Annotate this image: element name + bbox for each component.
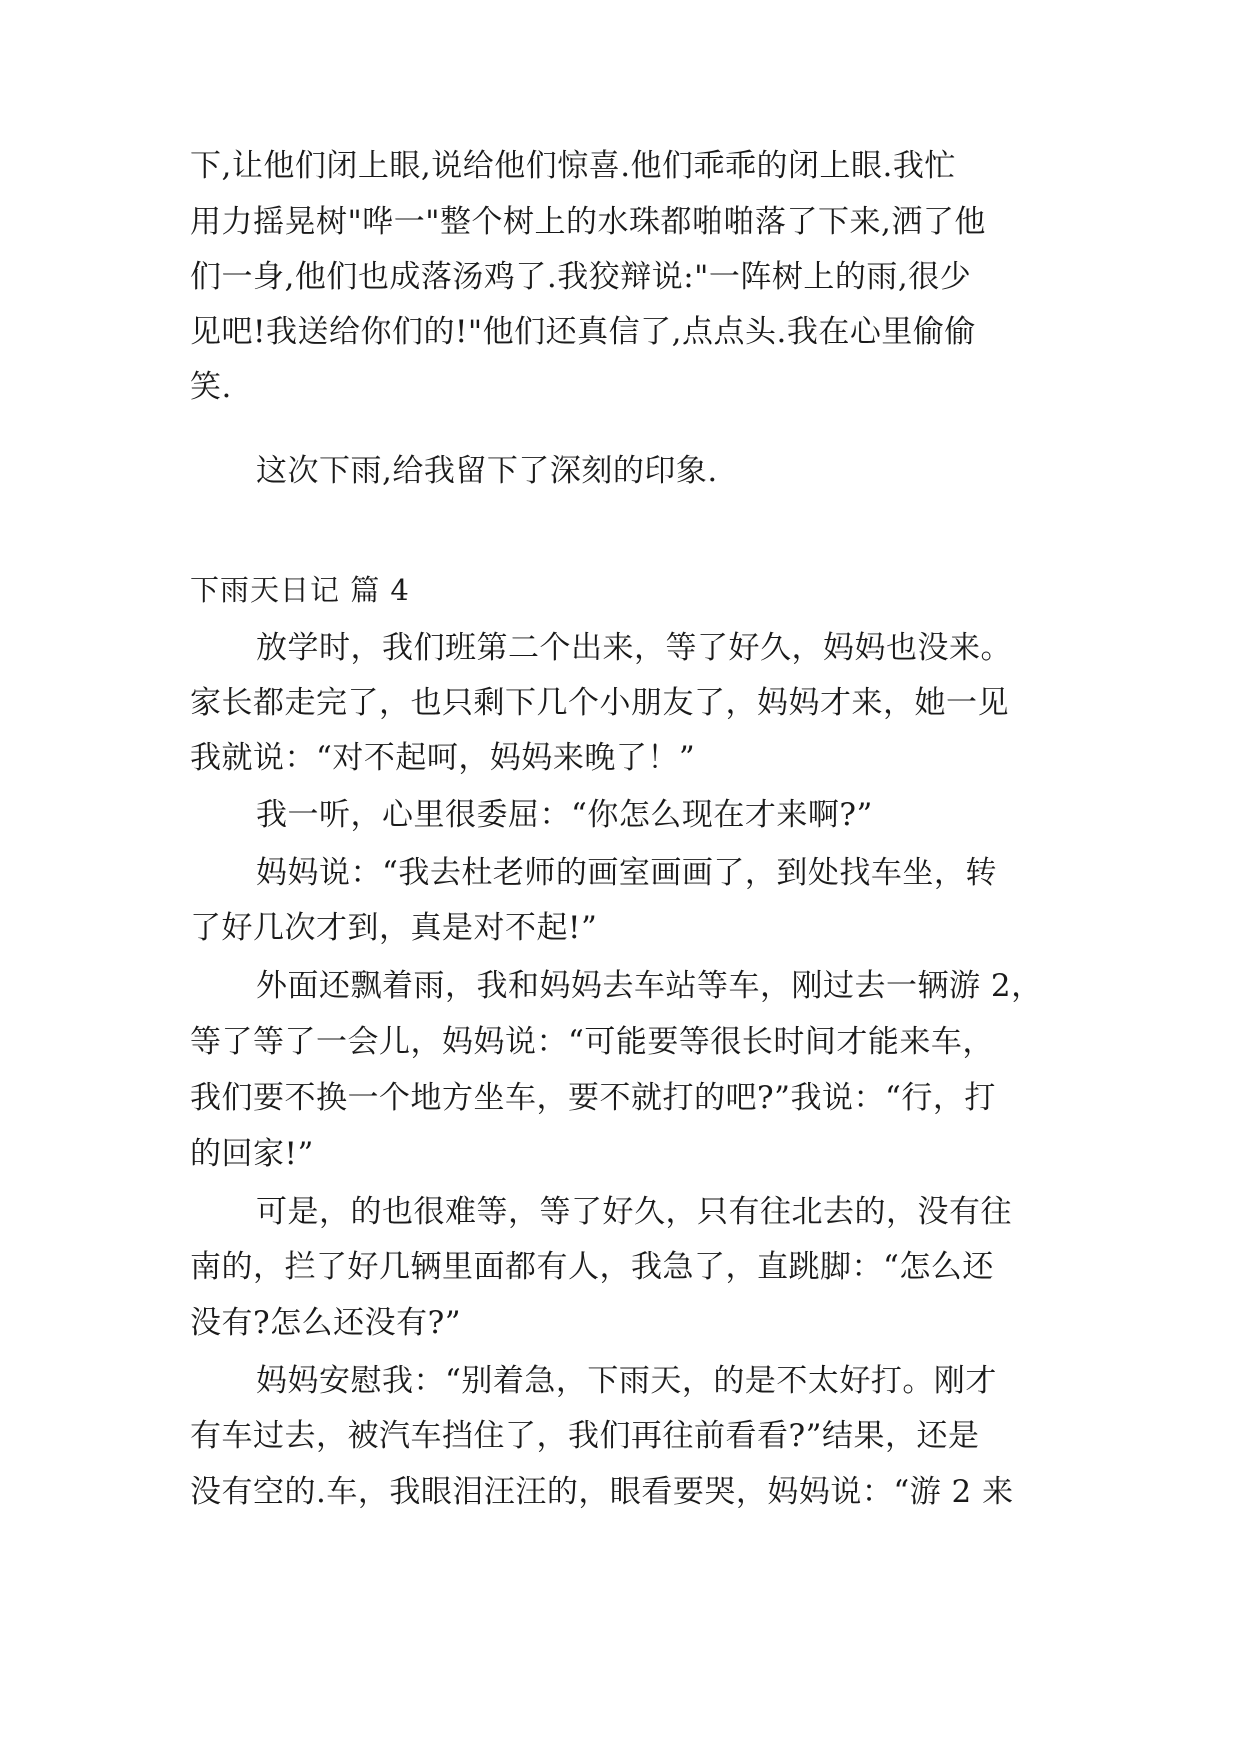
paragraph-line: 的回家!”: [190, 1136, 314, 1172]
paragraph-line: 们一身,他们也成落汤鸡了.我狡辩说:"一阵树上的雨,很少: [190, 259, 972, 295]
closing-line: 这次下雨,给我留下了深刻的印象.: [256, 453, 718, 489]
paragraph-line: 放学时，我们班第二个出来，等了好久，妈妈也没来。: [256, 630, 1012, 666]
paragraph-line: 见吧!我送给你们的!"他们还真信了,点点头.我在心里偷偷: [190, 314, 976, 350]
paragraph-line: 可是，的也很难等，等了好久，只有往北去的，没有往: [256, 1194, 1012, 1230]
paragraph-line: 南的，拦了好几辆里面都有人，我急了，直跳脚：“怎么还: [190, 1249, 994, 1285]
paragraph-line: 有车过去，被汽车挡住了，我们再往前看看?”结果，还是: [190, 1418, 980, 1454]
section-title: 下雨天日记 篇 4: [190, 573, 410, 607]
paragraph-line: 我就说：“对不起呵，妈妈来晚了！”: [190, 740, 696, 776]
paragraph-line: 我一听，心里很委屈：“你怎么现在才来啊?”: [256, 797, 873, 833]
paragraph-line: 等了等了一会儿，妈妈说：“可能要等很长时间才能来车，: [190, 1024, 994, 1060]
paragraph-line: 家长都走完了，也只剩下几个小朋友了，妈妈才来，她一见: [190, 685, 1009, 721]
paragraph-line: 了好几次才到，真是对不起!”: [190, 910, 598, 946]
paragraph-line: 妈妈安慰我：“别着急，下雨天，的是不太好打。刚才: [256, 1363, 997, 1399]
paragraph-line: 没有?怎么还没有?”: [190, 1305, 462, 1341]
paragraph-line: 没有空的.车，我眼泪汪汪的，眼看要哭，妈妈说：“游 2 来: [190, 1474, 1014, 1510]
paragraph-line: 妈妈说：“我去杜老师的画室画画了，到处找车坐，转: [256, 855, 997, 891]
paragraph-line: 用力摇晃树"哗一"整个树上的水珠都啪啪落了下来,洒了他: [190, 204, 986, 240]
paragraph-line: 下,让他们闭上眼,说给他们惊喜.他们乖乖的闭上眼.我忙: [190, 148, 956, 184]
paragraph-line: 笑.: [190, 369, 232, 405]
paragraph-line: 我们要不换一个地方坐车，要不就打的吧?”我说：“行，打: [190, 1080, 996, 1116]
paragraph-line: 外面还飘着雨，我和妈妈去车站等车，刚过去一辆游 2，: [256, 968, 1043, 1004]
